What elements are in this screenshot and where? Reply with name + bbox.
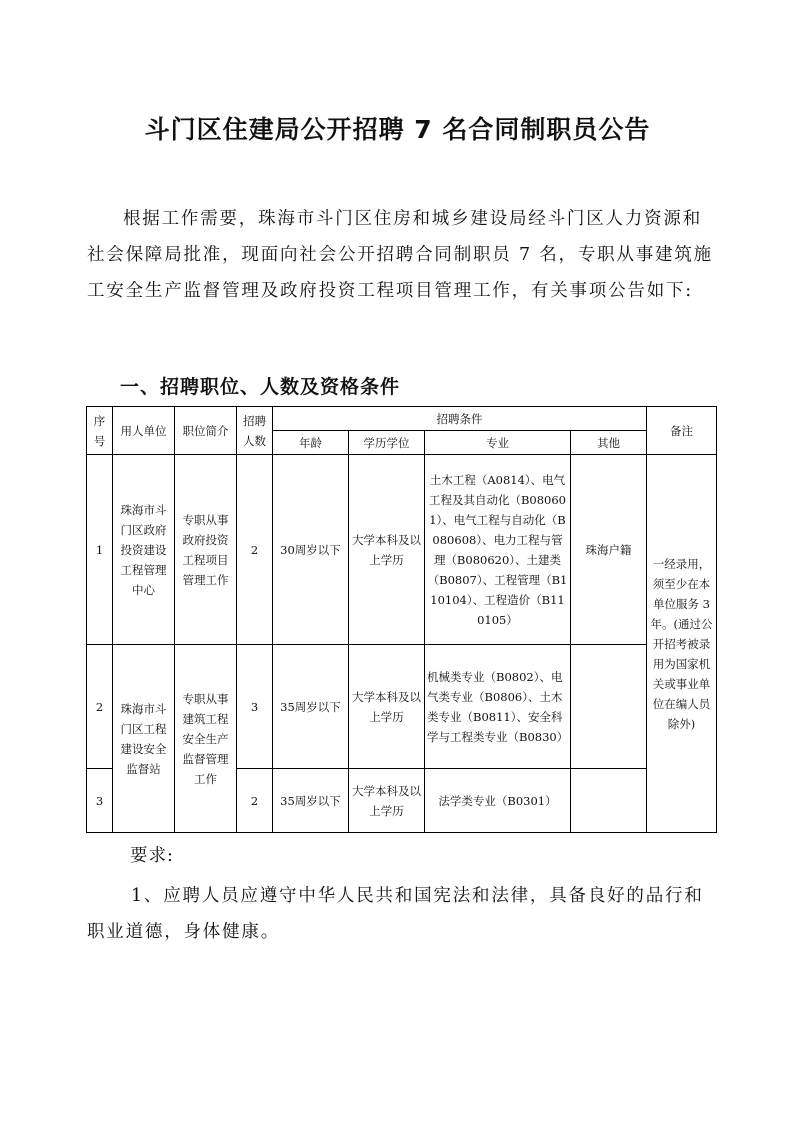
row-count: 2 <box>237 455 273 645</box>
row-other <box>571 769 647 833</box>
row-age: 35周岁以下 <box>273 645 349 769</box>
row-intro: 专职从事政府投资工程项目管理工作 <box>175 455 237 645</box>
row-major: 机械类专业（B0802）、电气类专业（B0806）、土木类专业（B0811）、安全科学与工程类专业（B0830） <box>425 645 571 769</box>
row-edu: 大学本科及以上学历 <box>349 769 425 833</box>
row-note: 一经录用，须至少在本单位服务 3 年。(通过公开招考被录用为国家机关或事业单位在编人员除外) <box>647 455 717 833</box>
row-seq: 1 <box>87 455 113 645</box>
header-major: 专业 <box>425 431 571 455</box>
row-other: 珠海户籍 <box>571 455 647 645</box>
requirement-item: 1、应聘人员应遵守中华人民共和国宪法和法律，具备良好的品行和职业道德，身体健康。 <box>87 886 704 942</box>
row-age: 35周岁以下 <box>273 769 349 833</box>
header-count: 招聘人数 <box>237 407 273 455</box>
row-seq: 3 <box>87 769 113 833</box>
row-major: 法学类专业（B0301） <box>425 769 571 833</box>
page-title: 斗门区住建局公开招聘 7 名合同制职员公告 <box>144 115 651 144</box>
table-header-row <box>87 407 717 431</box>
row-unit: 珠海市斗门区工程建设安全监督站 <box>113 645 175 833</box>
header-note: 备注 <box>647 407 717 455</box>
row-intro: 专职从事建筑工程安全生产监督管理工作 <box>175 645 237 833</box>
row-other <box>571 645 647 769</box>
recruitment-table <box>86 406 717 833</box>
row-edu: 大学本科及以上学历 <box>349 645 425 769</box>
intro-paragraph: 根据工作需要，珠海市斗门区住房和城乡建设局经斗门区人力资源和社会保障局批准，现面向社会公开招聘合同制职员 7 名，专职从事建筑施工安全生产监督管理及政府投资工程项目管理工作，有关事项公告如下: <box>87 209 713 301</box>
header-conditions: 招聘条件 <box>273 407 647 431</box>
row-count: 3 <box>237 645 273 769</box>
row-edu: 大学本科及以上学历 <box>349 455 425 645</box>
header-intro: 职位简介 <box>175 407 237 455</box>
header-edu: 学历学位 <box>349 431 425 455</box>
row-major: 土木工程（A0814）、电气工程及其自动化（B080601）、电气工程与自动化（B080608）、电力工程与管理（B080620）、土建类（B0807）、工程管理（B110104）、工程造价（B110105） <box>425 455 571 645</box>
header-age: 年龄 <box>273 431 349 455</box>
header-other: 其他 <box>571 431 647 455</box>
table-row <box>87 455 717 645</box>
row-seq: 2 <box>87 645 113 769</box>
requirements-label: 要求: <box>130 846 174 866</box>
row-unit: 珠海市斗门区政府投资建设工程管理中心 <box>113 455 175 645</box>
table-row <box>87 645 717 769</box>
header-seq: 序号 <box>87 407 113 455</box>
header-unit: 用人单位 <box>113 407 175 455</box>
row-count: 2 <box>237 769 273 833</box>
section-heading-positions: 一、招聘职位、人数及资格条件 <box>120 376 401 398</box>
row-age: 30周岁以下 <box>273 455 349 645</box>
